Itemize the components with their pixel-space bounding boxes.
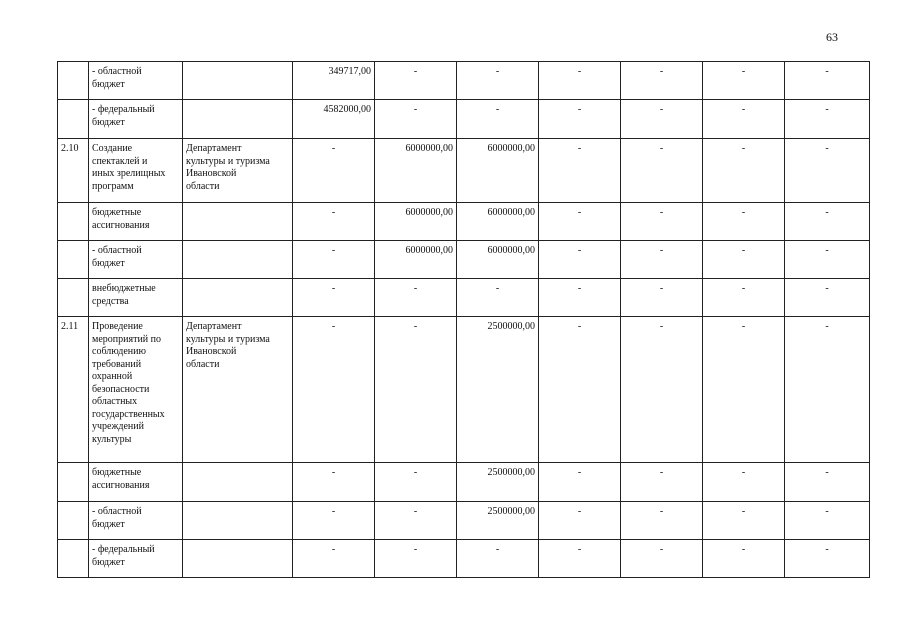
row-executor [183,241,293,279]
row-number [58,203,89,241]
table-row [58,502,870,540]
row-executor [183,540,293,578]
row-executor [183,279,293,317]
value-cell: - [621,241,703,279]
value-cell: - [293,203,375,241]
value-cell: - [785,317,870,463]
value-cell: - [375,463,457,502]
value-cell: - [621,62,703,100]
value-cell: - [293,463,375,502]
value-cell: - [785,463,870,502]
value-cell: - [785,100,870,139]
value-cell: - [785,203,870,241]
value-cell: - [785,241,870,279]
table-row [58,279,870,317]
value-cell: - [457,62,539,100]
row-number [58,502,89,540]
value-cell: 6000000,00 [375,241,457,279]
row-number [58,241,89,279]
value-cell: - [457,100,539,139]
row-executor [183,100,293,139]
value-cell: - [703,100,785,139]
value-cell: - [539,139,621,203]
value-cell: - [785,139,870,203]
row-name: Создание спектаклей и иных зрелищных программ [89,139,183,203]
value-cell: 2500000,00 [457,317,539,463]
row-number [58,100,89,139]
value-cell: - [293,139,375,203]
row-number: 2.10 [58,139,89,203]
value-cell: - [703,502,785,540]
row-executor: Департамент культуры и туризма Ивановской области [183,317,293,463]
value-cell: - [703,203,785,241]
page-number: 63 [826,30,838,44]
value-cell: - [621,540,703,578]
table-row [58,540,870,578]
value-cell: - [703,540,785,578]
table-row [58,463,870,502]
value-cell: - [785,540,870,578]
table-row [58,317,870,463]
value-cell: - [621,139,703,203]
row-executor [183,463,293,502]
value-cell: 6000000,00 [457,203,539,241]
value-cell: - [539,540,621,578]
value-cell: - [539,203,621,241]
value-cell: - [539,100,621,139]
value-cell: - [375,62,457,100]
value-cell: - [539,279,621,317]
row-name: - областной бюджет [89,502,183,540]
row-name: бюджетные ассигнования [89,203,183,241]
row-number [58,540,89,578]
value-cell: - [703,241,785,279]
row-executor [183,502,293,540]
row-name: - федеральный бюджет [89,540,183,578]
value-cell: 6000000,00 [457,139,539,203]
table-row [58,139,870,203]
row-name: - областной бюджет [89,62,183,100]
value-cell: - [457,279,539,317]
row-executor [183,62,293,100]
value-cell: - [621,317,703,463]
table-row [58,203,870,241]
value-cell: - [703,317,785,463]
value-cell: 6000000,00 [457,241,539,279]
value-cell: 2500000,00 [457,463,539,502]
row-name: бюджетные ассигнования [89,463,183,502]
value-cell: - [293,502,375,540]
value-cell: - [457,540,539,578]
budget-table [57,61,870,578]
value-cell: 2500000,00 [457,502,539,540]
value-cell: - [621,463,703,502]
value-cell: - [539,241,621,279]
table-row [58,100,870,139]
row-executor: Департамент культуры и туризма Ивановской области [183,139,293,203]
value-cell: - [293,540,375,578]
table-row [58,62,870,100]
value-cell: - [375,540,457,578]
value-cell: - [375,100,457,139]
value-cell: - [703,279,785,317]
value-cell: - [293,317,375,463]
row-name: Проведение мероприятий по соблюдению требований охранной безопасности областных государственных учреждений культуры [89,317,183,463]
value-cell: 349717,00 [293,62,375,100]
value-cell: - [375,317,457,463]
value-cell: - [539,317,621,463]
value-cell: 6000000,00 [375,203,457,241]
value-cell: - [703,62,785,100]
value-cell: - [621,203,703,241]
value-cell: - [621,279,703,317]
row-number [58,463,89,502]
value-cell: - [539,463,621,502]
value-cell: - [539,62,621,100]
value-cell: 6000000,00 [375,139,457,203]
value-cell: - [703,139,785,203]
table-row [58,241,870,279]
row-name: - областной бюджет [89,241,183,279]
row-number [58,62,89,100]
value-cell: - [375,279,457,317]
value-cell: - [621,502,703,540]
value-cell: - [785,502,870,540]
row-number: 2.11 [58,317,89,463]
value-cell: - [703,463,785,502]
value-cell: - [539,502,621,540]
value-cell: - [375,502,457,540]
value-cell: - [785,279,870,317]
row-executor [183,203,293,241]
value-cell: - [621,100,703,139]
value-cell: 4582000,00 [293,100,375,139]
value-cell: - [293,241,375,279]
row-number [58,279,89,317]
value-cell: - [785,62,870,100]
value-cell: - [293,279,375,317]
row-name: внебюджетные средства [89,279,183,317]
row-name: - федеральный бюджет [89,100,183,139]
